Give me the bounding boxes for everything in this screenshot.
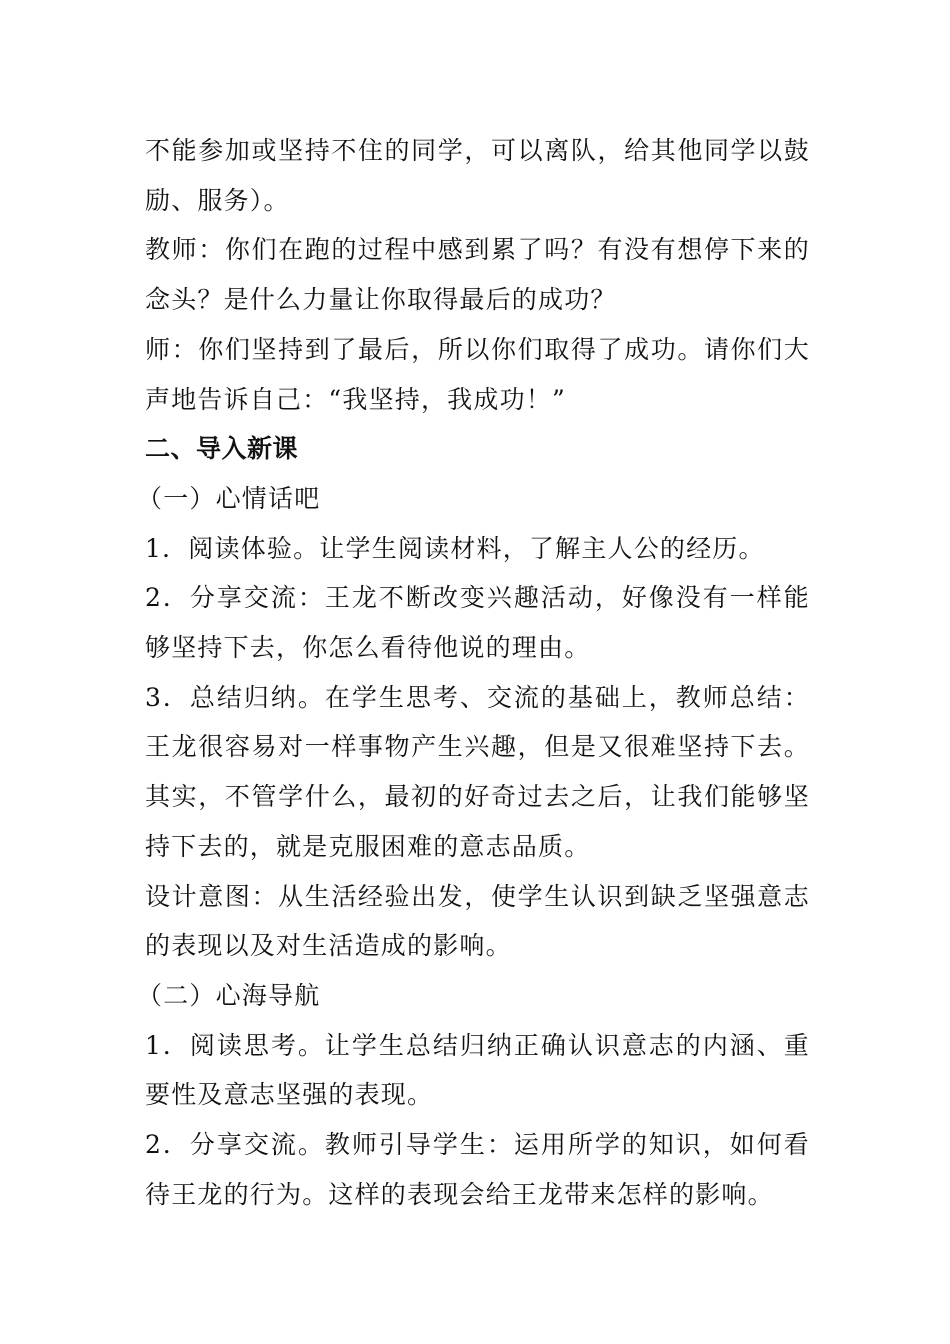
- part1-item-sharing: 2．分享交流：王龙不断改变兴趣活动，好像没有一样能够坚持下去，你怎么看待他说的理由。: [145, 583, 810, 663]
- part1-item-reading: 1．阅读体验。让学生阅读材料，了解主人公的经历。: [145, 533, 765, 563]
- part2-item-sharing: 2．分享交流。教师引导学生：运用所学的知识，如何看待王龙的行为。这样的表现会给王龙带来怎样的影响。: [145, 1130, 810, 1209]
- part1-title: （一）心情话吧: [137, 483, 321, 513]
- paragraph-teacher-conclusion: 师：你们坚持到了最后，所以你们取得了成功。请你们大声地告诉自己：“我坚持，我成功！”: [145, 334, 810, 414]
- part1-item-summary: 3．总结归纳。在学生思考、交流的基础上，教师总结：王龙很容易对一样事物产生兴趣，但是又很难坚持下去。其实，不管学什么，最初的好奇过去之后，让我们能够坚持下去的，就是克服困难的意志品质。: [145, 682, 810, 861]
- part1-design-intent: 设计意图：从生活经验出发，使学生认识到缺乏坚强意志的表现以及对生活造成的影响。: [145, 881, 810, 961]
- document-body: [137, 126, 810, 1219]
- paragraph-encouragement: 不能参加或坚持不住的同学，可以离队，给其他同学以鼓励、服务）。: [145, 136, 810, 215]
- section-heading: 二、导入新课: [145, 434, 299, 464]
- part2-title: （二）心海导航: [137, 980, 321, 1010]
- paragraph-teacher-question: 教师：你们在跑的过程中感到累了吗？有没有想停下来的念头？是什么力量让你取得最后的成功？: [145, 235, 810, 315]
- part2-item-reading: 1．阅读思考。让学生总结归纳正确认识意志的内涵、重要性及意志坚强的表现。: [145, 1030, 810, 1110]
